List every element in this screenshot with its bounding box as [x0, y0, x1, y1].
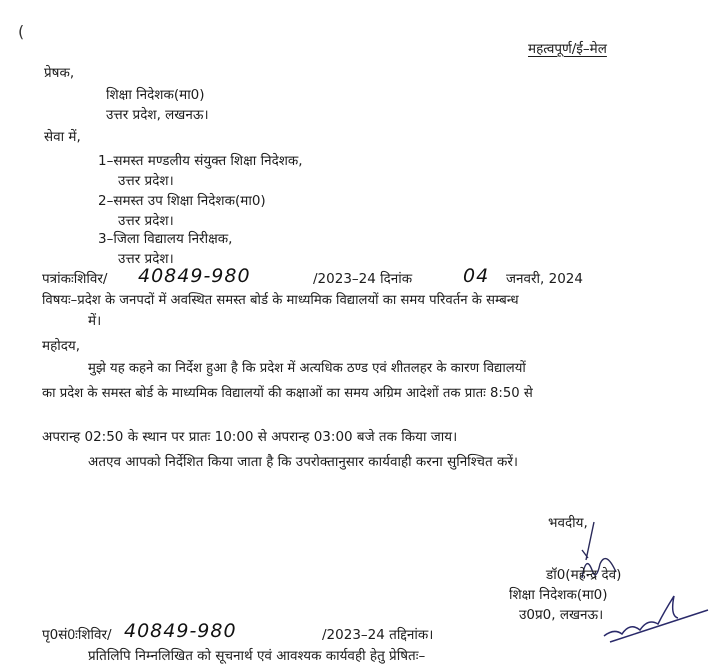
body-para2: अतएव आपको निर्देशित किया जाता है कि उपरोक्तानुसार कार्यवाही करना सुनिश्चित करें। — [88, 454, 518, 470]
subject-line-1: विषयः–प्रदेश के जनपदों में अवस्थित समस्त बोर्ड के माध्यमिक विद्यालयों का समय परिवर्तन के सम्बन्ध — [42, 293, 519, 308]
sender-location: उत्तर प्रदेश, लखनऊ। — [106, 107, 209, 123]
endorsement-year: /2023–24 तद्दिनांक। — [322, 627, 434, 643]
recipients-label: सेवा में, — [44, 129, 81, 145]
corner-mark: ( — [18, 22, 25, 41]
body-para1-line1: मुझे यह कहने का निर्देश हुआ है कि प्रदेश में अत्यधिक ठण्ड एवं शीतलहर के कारण विद्यालयों — [88, 361, 526, 376]
signatory-location: उ0प्र0, लखनऊ। — [519, 607, 604, 623]
signatory-name: डॉ0(महेन्द्र देव) — [546, 567, 622, 583]
recipient-2: 2–समस्त उप शिक्षा निदेशक(मा0) — [98, 193, 266, 209]
body-para1-line2: का प्रदेश के समस्त बोर्ड के माध्यमिक विद्यालयों की कक्षाओं का समय अग्रिम आदेशों तक प्रातः 8:50 से — [42, 386, 533, 401]
recipient-3: 3–जिला विद्यालय निरीक्षक, — [98, 231, 233, 247]
reference-day-handwritten: 04 — [463, 265, 490, 287]
recipient-1: 1–समस्त मण्डलीय संयुक्त शिक्षा निदेशक, — [98, 153, 303, 169]
recipient-3-location: उत्तर प्रदेश। — [118, 251, 174, 267]
reference-prefix: पत्रांकःशिविर/ — [42, 271, 108, 287]
closing: भवदीय, — [548, 515, 588, 531]
signatory-designation: शिक्षा निदेशक(मा0) — [509, 587, 608, 603]
initials-scribble-icon — [600, 592, 710, 652]
subject-line-2: में। — [88, 313, 102, 329]
endorsement-copy-line: प्रतिलिपि निम्नलिखित को सूचनार्थ एवं आवश्यक कार्यवही हेतु प्रेषितः– — [88, 648, 426, 664]
endorsement-number-handwritten: 40849-980 — [124, 620, 237, 642]
recipient-2-location: उत्तर प्रदेश। — [118, 213, 174, 229]
reference-month-year: जनवरी, 2024 — [506, 271, 583, 287]
reference-number-handwritten: 40849-980 — [138, 265, 251, 287]
sender-label: प्रेषक, — [44, 65, 75, 81]
reference-year: /2023–24 दिनांक — [313, 271, 413, 287]
sender-designation: शिक्षा निदेशक(मा0) — [106, 87, 205, 103]
important-email-label: महत्वपूर्ण/ई–मेल — [528, 41, 607, 57]
salutation: महोदय, — [42, 338, 81, 354]
recipient-1-location: उत्तर प्रदेश। — [118, 173, 174, 189]
body-para1-line3: अपरान्ह 02:50 के स्थान पर प्रातः 10:00 से अपरान्ह 03:00 बजे तक किया जाय। — [42, 429, 458, 445]
endorsement-prefix: पृ0सं0ःशिविर/ — [42, 627, 112, 643]
